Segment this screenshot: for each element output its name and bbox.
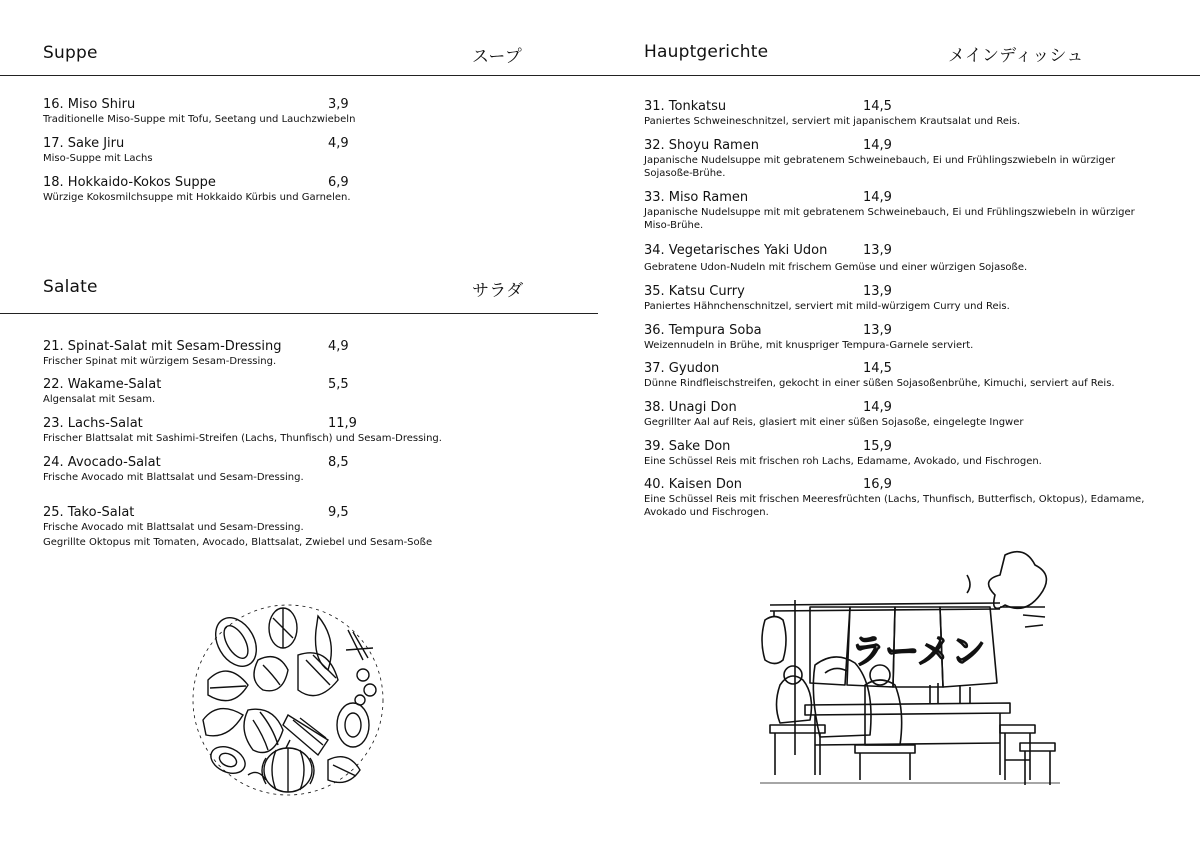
menu-item-price: 5,5 (328, 377, 349, 392)
soup-section-title-jp: スープ (472, 47, 522, 67)
soup-section-title: Suppe (43, 43, 98, 63)
menu-item-description: Würzige Kokosmilchsuppe mit Hokkaido Kürbis und Garnelen. (43, 192, 351, 203)
menu-item-name: 32. Shoyu Ramen (644, 138, 759, 153)
menu-item-price: 14,5 (863, 361, 892, 376)
menu-item-price: 13,9 (863, 284, 892, 299)
menu-item-name: 18. Hokkaido-Kokos Suppe (43, 175, 216, 190)
menu-item-description: Paniertes Schweineschnitzel, serviert mit japanischem Krautsalat und Reis. (644, 116, 1021, 127)
menu-item-name: 34. Vegetarisches Yaki Udon (644, 243, 828, 258)
menu-item-description: Gebratene Udon-Nudeln mit frischem Gemüse und einer würzigen Sojasoße. (644, 262, 1028, 273)
mains-header-divider (598, 75, 1200, 76)
salads-section-title: Salate (43, 277, 98, 297)
menu-item-name: 22. Wakame-Salat (43, 377, 162, 392)
menu-item-price: 13,9 (863, 323, 892, 338)
menu-item-description: Weizennudeln in Brühe, mit knuspriger Tempura-Garnele serviert. (644, 340, 974, 351)
mains-section-title-jp: メインディッシュ (948, 46, 1084, 66)
menu-item-price: 8,5 (328, 455, 349, 470)
menu-item-description: Japanische Nudelsuppe mit mit gebratenem Schweinebauch, Ei und Frühlingszwiebeln in würziger (644, 207, 1135, 218)
menu-item-description-line2: Miso-Brühe. (644, 220, 704, 231)
menu-item-name: 35. Katsu Curry (644, 284, 745, 299)
menu-item-price: 6,9 (328, 175, 349, 190)
menu-item-description: Traditionelle Miso-Suppe mit Tofu, Seetang und Lauchzwiebeln (43, 114, 356, 125)
mains-section-title: Hauptgerichte (644, 42, 769, 62)
menu-item-description: Frische Avocado mit Blattsalat und Sesam-Dressing. (43, 472, 304, 483)
menu-item-name: 23. Lachs-Salat (43, 416, 143, 431)
menu-item-price: 15,9 (863, 439, 892, 454)
menu-item-description-line2: Sojasoße-Brühe. (644, 168, 726, 179)
menu-item-price: 14,5 (863, 99, 892, 114)
menu-item-price: 16,9 (863, 477, 892, 492)
menu-item-name: 17. Sake Jiru (43, 136, 125, 151)
menu-item-description: Gegrillter Aal auf Reis, glasiert mit einer süßen Sojasoße, eingelegte Ingwer (644, 417, 1024, 428)
menu-item-description: Eine Schüssel Reis mit frischen roh Lachs, Edamame, Avokado, und Fischrogen. (644, 456, 1042, 467)
salads-header-divider (0, 313, 598, 314)
menu-item-description-line2: Avokado und Fischrogen. (644, 507, 769, 518)
menu-item-price: 13,9 (863, 243, 892, 258)
menu-item-description: Japanische Nudelsuppe mit gebratenem Schweinebauch, Ei und Frühlingszwiebeln in würziger (644, 155, 1116, 166)
stall-sign-text: ラーメン (851, 632, 986, 672)
menu-item-price: 3,9 (328, 97, 349, 112)
salads-section-title-jp: サラダ (472, 281, 524, 301)
menu-item-name: 16. Miso Shiru (43, 97, 136, 112)
vegetable-circle-illustration (188, 600, 388, 800)
menu-item-price: 4,9 (328, 339, 349, 354)
menu-item-price: 14,9 (863, 400, 892, 415)
menu-item-description: Dünne Rindfleischstreifen, gekocht in einer süßen Sojasoßenbrühe, Kimuchi, serviert auf Reis. (644, 378, 1115, 389)
menu-item-description-line2: Gegrillte Oktopus mit Tomaten, Avocado, Blattsalat, Zwiebel und Sesam-Soße (43, 537, 433, 548)
menu-item-name: 31. Tonkatsu (644, 99, 727, 114)
menu-item-name: 25. Tako-Salat (43, 505, 135, 520)
menu-item-description: Paniertes Hähnchenschnitzel, serviert mit mild-würzigem Curry und Reis. (644, 301, 1010, 312)
soup-header-divider (0, 75, 598, 76)
menu-item-price: 11,9 (328, 416, 357, 431)
menu-item-price: 9,5 (328, 505, 349, 520)
menu-item-price: 14,9 (863, 190, 892, 205)
menu-item-price: 14,9 (863, 138, 892, 153)
menu-item-description: Frischer Blattsalat mit Sashimi-Streifen (Lachs, Thunfisch) und Sesam-Dressing. (43, 433, 442, 444)
menu-item-price: 4,9 (328, 136, 349, 151)
menu-item-name: 33. Miso Ramen (644, 190, 749, 205)
menu-item-description: Miso-Suppe mit Lachs (43, 153, 153, 164)
menu-item-name: 39. Sake Don (644, 439, 731, 454)
menu-item-name: 36. Tempura Soba (644, 323, 762, 338)
menu-item-description: Eine Schüssel Reis mit frischen Meeresfrüchten (Lachs, Thunfisch, Butterfisch, Oktopus), Edamame, (644, 494, 1145, 505)
menu-item-description: Frische Avocado mit Blattsalat und Sesam-Dressing. (43, 522, 304, 533)
ramen-stall-illustration (755, 545, 1065, 790)
menu-item-name: 21. Spinat-Salat mit Sesam-Dressing (43, 339, 282, 354)
menu-item-name: 38. Unagi Don (644, 400, 737, 415)
menu-item-description: Frischer Spinat mit würzigem Sesam-Dressing. (43, 356, 277, 367)
menu-item-name: 40. Kaisen Don (644, 477, 743, 492)
menu-item-name: 24. Avocado-Salat (43, 455, 161, 470)
menu-item-name: 37. Gyudon (644, 361, 720, 376)
menu-item-description: Algensalat mit Sesam. (43, 394, 156, 405)
